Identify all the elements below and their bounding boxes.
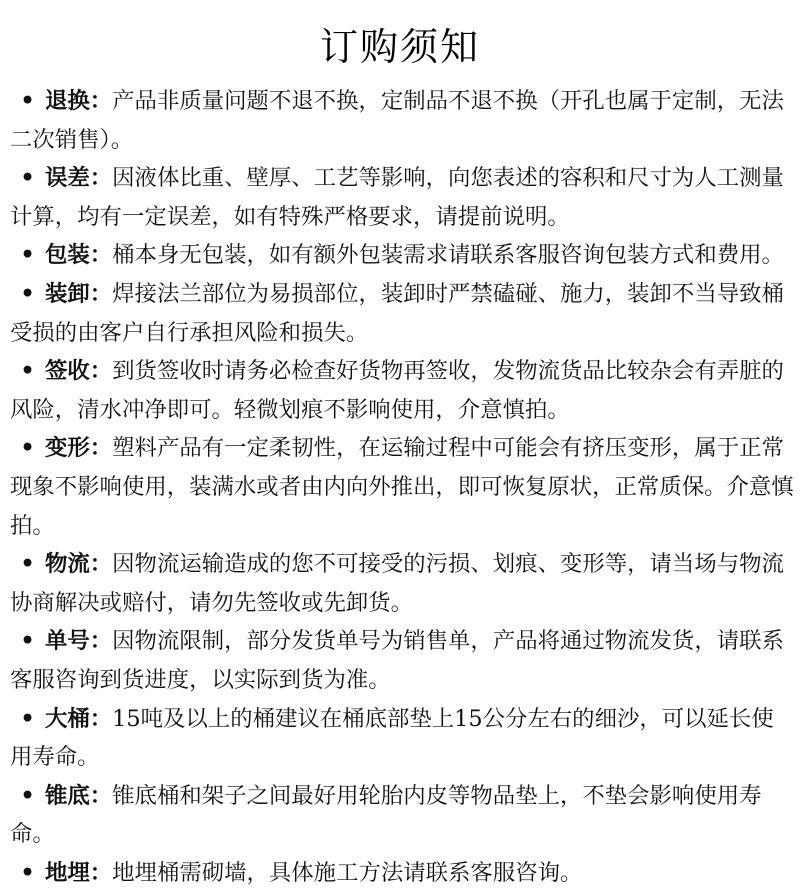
item-text: 焊接法兰部位为易损部位，装卸时严禁磕碰、施力，装卸不当导致桶受损的由客户自行承担风险和损失。 <box>10 280 784 346</box>
list-item <box>10 700 794 777</box>
bullet-icon: • <box>20 88 35 114</box>
item-label: 误差： <box>45 165 113 192</box>
item-label: 单号： <box>45 628 113 655</box>
bullet-icon: • <box>20 165 35 192</box>
bullet-icon: • <box>20 628 35 655</box>
item-label: 变形： <box>45 435 113 462</box>
item-label: 包装： <box>45 242 113 269</box>
bullet-icon: • <box>20 782 35 809</box>
list-item <box>10 854 794 892</box>
item-text: 因液体比重、壁厚、工艺等影响，向您表述的容积和尺寸为人工测量计算，均有一定误差，如有特殊严格要求，请提前说明。 <box>10 165 784 230</box>
list-item <box>10 622 794 699</box>
bullet-icon: • <box>20 551 35 578</box>
item-text: 因物流限制，部分发货单号为销售单，产品将通过物流发货，请联系客服咨询到货进度，以实际到货为准。 <box>10 628 784 693</box>
bullet-icon: • <box>20 705 35 732</box>
bullet-icon: • <box>20 242 35 269</box>
item-text: 地埋桶需砌墙，具体施工方法请联系客服咨询。 <box>112 859 583 886</box>
notice-list <box>10 82 794 892</box>
list-item <box>10 545 794 622</box>
list-item <box>10 236 794 275</box>
item-label: 锥底： <box>45 782 113 809</box>
item-text: 桶本身无包装，如有额外包装需求请联系客服咨询包装方式和费用。 <box>112 242 784 269</box>
item-text: 到货签收时请务必检查好货物再签收，发物流货品比较杂会有弄脏的风险，清水冲净即可。轻微划痕不影响使用，介意慎拍。 <box>10 358 784 423</box>
item-label: 退换： <box>45 88 113 114</box>
list-item <box>10 777 794 854</box>
item-text: 因物流运输造成的您不可接受的污损、划痕、变形等，请当场与物流协商解决或赔付，请勿先签收或先卸货。 <box>10 551 784 616</box>
item-label: 大桶： <box>45 705 113 732</box>
bullet-icon: • <box>20 859 35 886</box>
item-label: 签收： <box>45 358 113 385</box>
item-label: 装卸： <box>45 280 113 307</box>
bullet-icon: • <box>20 358 35 385</box>
bullet-icon: • <box>20 280 35 307</box>
list-item <box>10 159 794 236</box>
item-text: 塑料产品有一定柔韧性，在运输过程中可能会有挤压变形，属于正常现象不影响使用，装满水或者由内向外推出，即可恢复原状，正常质保。介意慎拍。 <box>10 435 794 539</box>
item-label: 物流： <box>45 551 113 578</box>
list-item <box>10 82 794 159</box>
list-item <box>10 275 794 352</box>
item-text: 15吨及以上的桶建议在桶底部垫上15公分左右的细沙，可以延长使用寿命。 <box>10 705 774 771</box>
bullet-icon: • <box>20 435 35 462</box>
item-text: 锥底桶和架子之间最好用轮胎内皮等物品垫上，不垫会影响使用寿命。 <box>10 782 762 848</box>
page-title: 订购须知 <box>319 25 480 69</box>
item-text: 产品非质量问题不退不换，定制品不退不换（开孔也属于定制，无法二次销售）。 <box>10 88 784 153</box>
list-item <box>10 429 794 545</box>
list-item <box>10 352 794 429</box>
item-label: 地埋： <box>45 859 113 886</box>
